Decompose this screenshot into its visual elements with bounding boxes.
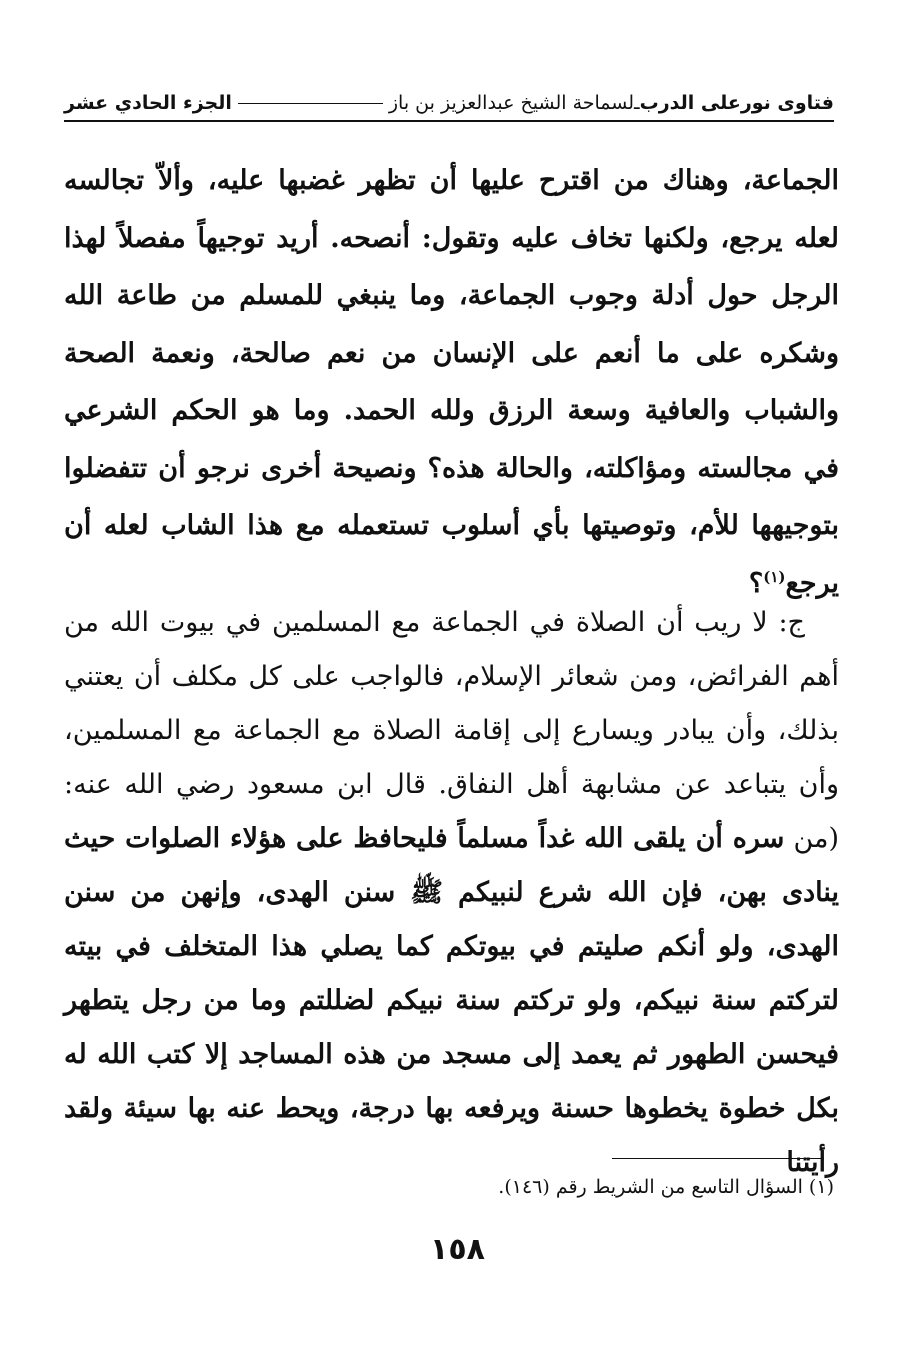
answer-quote: سره أن يلقى الله غداً مسلماً فليحافظ على هؤلاء الصلوات حيث ينادى بهن، فإن الله شرع لنبيكم ﷺ سنن الهدى، وإنهن من سنن الهدى، ولو أنكم صليتم في بيوتكم كما يصلي هذا المتخلف في بيته لتركتم سنة نبيكم، ولو تركتم سنة نبيكم لضللتم وما من رجل يتطهر فيحسن الطهور ثم يعمد إلى مسجد من هذه المساجد إلا كتب الله له بكل خطوة يخطوها حسنة ويرفعه بها درجة، ويحط عنه بها سيئة ولقد رأيتنا	[64, 823, 839, 1178]
footnote: (١) السؤال التاسع من الشريط رقم (١٤٦).	[498, 1176, 834, 1198]
book-title: فتاوى نورعلى الدرب	[639, 92, 834, 114]
header-separator: ـ	[634, 92, 640, 114]
author-name: لسماحة الشيخ عبدالعزيز بن باز	[388, 92, 635, 114]
question-end-mark: ؟	[748, 567, 764, 599]
header-rule	[238, 103, 383, 104]
footnote-divider	[612, 1158, 824, 1159]
answer-paragraph	[64, 596, 839, 1190]
page-number: ١٥٨	[430, 1232, 485, 1267]
answer-intro: ج: لا ريب أن الصلاة في الجماعة مع المسلمين في بيوت الله من أهم الفرائض، ومن شعائر الإسلام، فالواجب على كل مكلف أن يعتني بذلك، وأن يبادر ويسارع إلى إقامة الصلاة مع الجماعة مع المسلمين، وأن يتباعد عن مشابهة أهل النفاق. قال ابن مسعود رضي الله عنه: (من	[64, 607, 839, 854]
page-header	[64, 86, 834, 122]
question-text: الجماعة، وهناك من اقترح عليها أن تظهر غضبها عليه، وألاّ تجالسه لعله يرجع، ولكنها تخاف عليه وتقول: أنصحه. أريد توجيهاً مفصلاً لهذا الرجل حول أدلة وجوب الجماعة، وما ينبغي للمسلم من طاعة الله وشكره على ما أنعم على الإنسان من نعم صالحة، ونعمة الصحة والشباب والعافية وسعة الرزق ولله الحمد. وما هو الحكم الشرعي في مجالسته ومؤاكلته، والحالة هذه؟ ونصيحة أخرى نرجو أن تتفضلوا بتوجيهها للأم، وتوصيتها بأي أسلوب تستعمله مع هذا الشاب لعله أن يرجع	[64, 165, 839, 599]
footnote-reference: (١)	[763, 567, 786, 586]
volume-label: الجزء الحادي عشر	[64, 92, 232, 114]
question-paragraph	[64, 152, 839, 612]
